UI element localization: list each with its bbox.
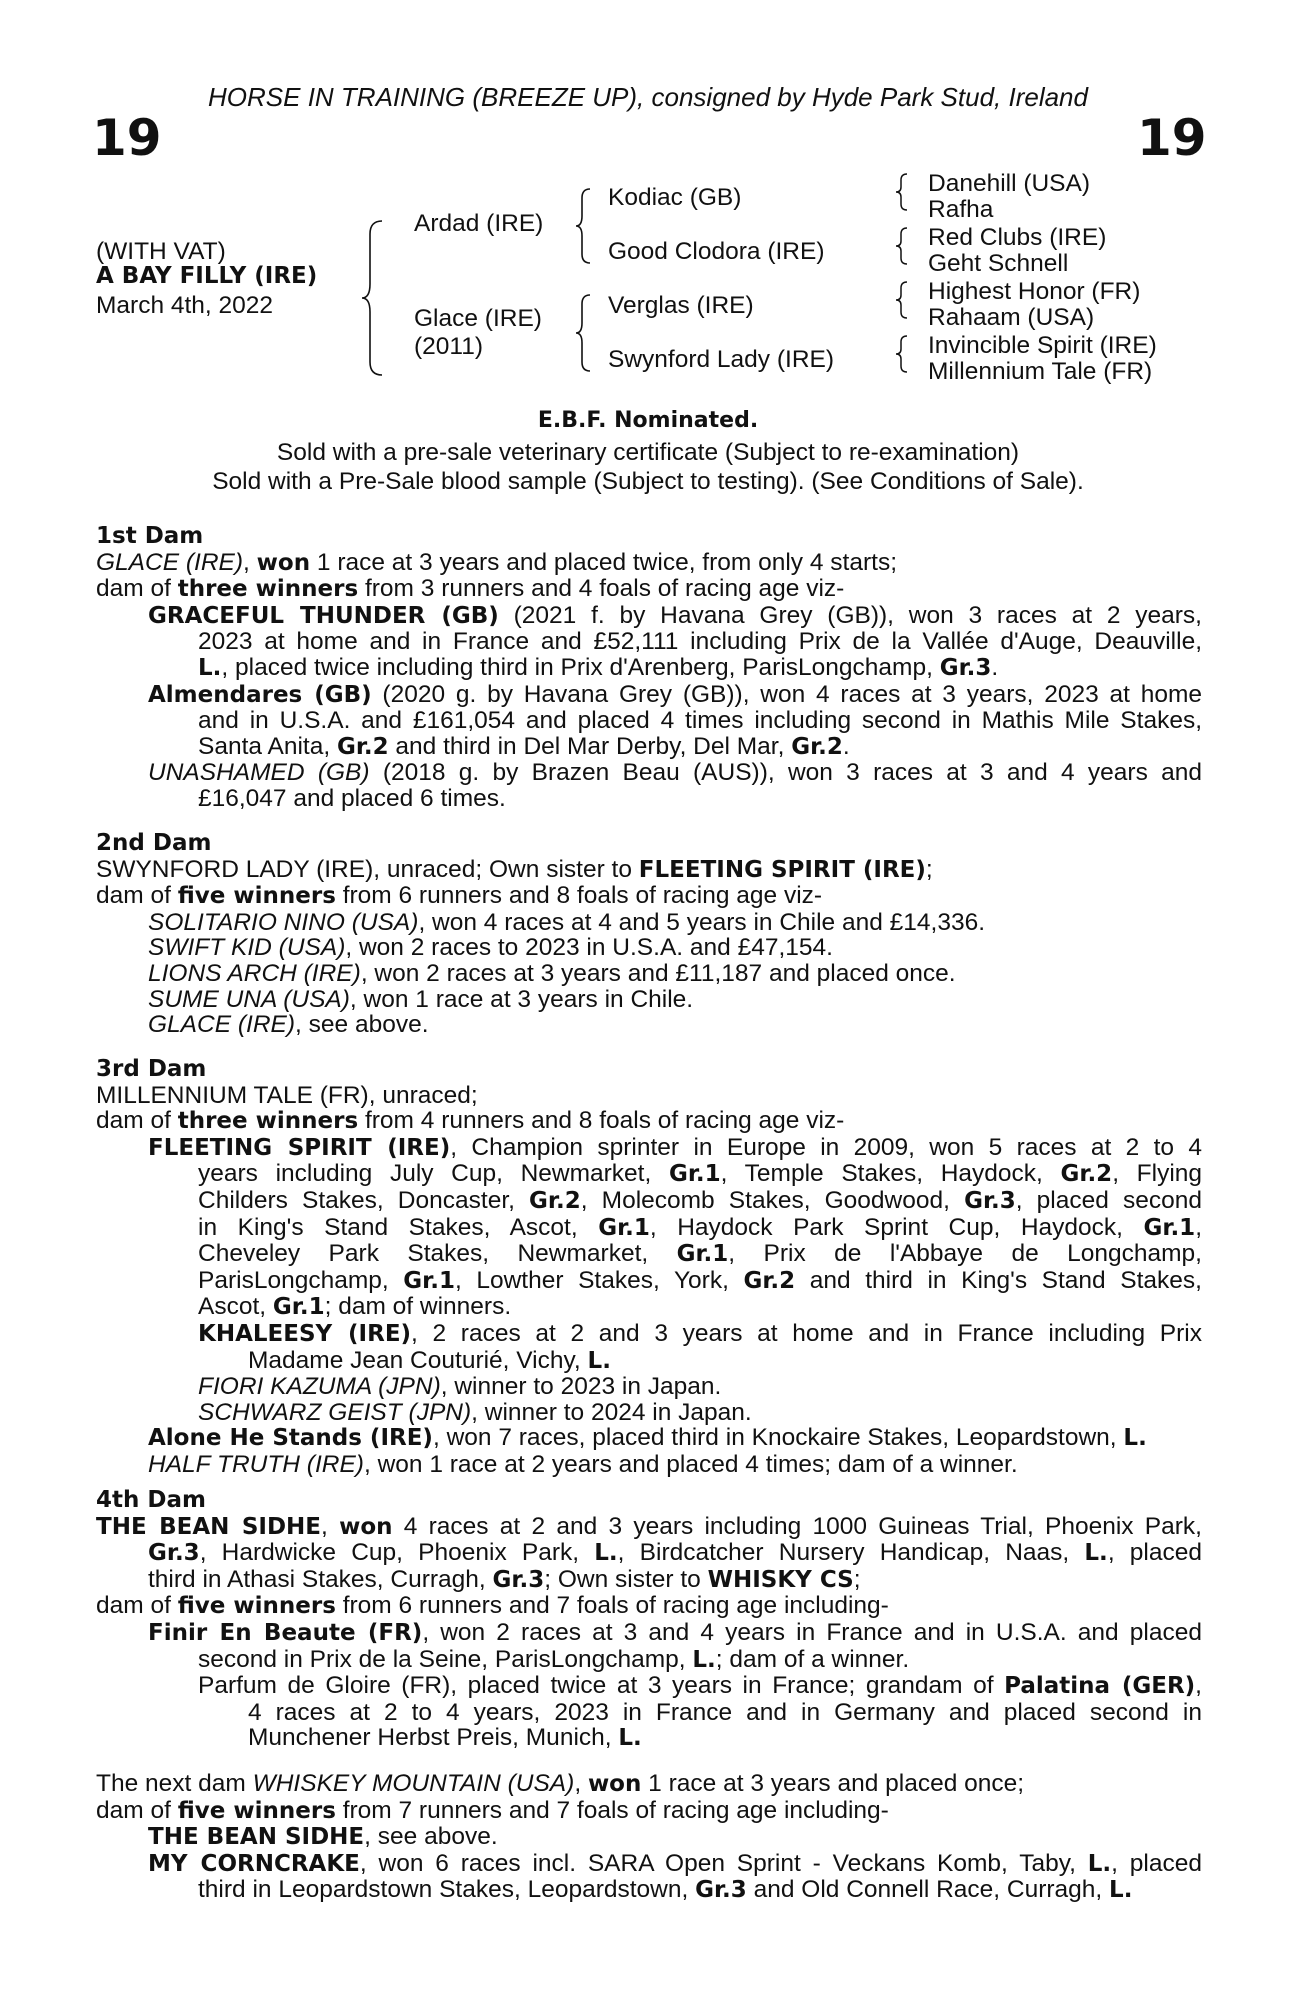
text: Gr.2	[336, 733, 389, 760]
vet-certificate-note: Sold with a pre-sale veterinary certificate (Subject to re-examination)	[276, 439, 1020, 466]
text: Gr.3	[964, 1187, 1016, 1214]
pedigree-dam-sire: Verglas (IRE)	[608, 292, 754, 319]
pedigree-brace-dam	[574, 292, 596, 374]
text: , won 2 races to 2023 in U.S.A. and £47,154.	[345, 934, 833, 962]
text: , 2 races at 2 and 3 years at home and in France including Prix	[411, 1319, 1202, 1347]
text: L.	[618, 1725, 642, 1752]
text: ,	[574, 1770, 588, 1797]
first-dam-section	[96, 524, 1202, 812]
text: dam of	[96, 1796, 178, 1824]
text: won	[339, 1513, 393, 1540]
text: 4 races at 2 and 3 years including 1000 Guineas Trial, Phoenix Park,	[392, 1512, 1202, 1540]
produce-name: HALF TRUTH (IRE)	[148, 1450, 364, 1478]
text: , Haydock Park Sprint Cup, Haydock,	[649, 1213, 1144, 1241]
pedigree-ancestor-4: Geht Schnell	[928, 250, 1069, 277]
text: won	[587, 1771, 642, 1797]
text: third in Athasi Stakes, Curragh,	[148, 1565, 493, 1593]
text: L.	[587, 1347, 611, 1374]
lot-number-right: 19	[1137, 109, 1207, 167]
text: , Molecomb Stakes, Goodwood,	[580, 1186, 965, 1214]
text: second in Prix de la Seine, ParisLongchamp,	[198, 1645, 693, 1673]
pedigree-dam: Glace (IRE)	[414, 305, 542, 332]
text: FLEETING SPIRIT (IRE)	[638, 856, 926, 883]
text: (2020 g. by Havana Grey (GB)), won 4 races at 3 years, 2023 at home	[371, 680, 1202, 708]
text: Gr.1	[403, 1267, 455, 1294]
text: five winners	[177, 883, 336, 910]
text: years including July Cup, Newmarket,	[198, 1160, 669, 1188]
text: Gr.2	[529, 1187, 581, 1214]
produce-name: Finir En Beaute (FR)	[148, 1619, 423, 1646]
text: in King's Stand Stakes, Ascot,	[198, 1213, 599, 1241]
text: WHISKY CS	[707, 1566, 854, 1593]
text: , see above.	[364, 1823, 498, 1851]
text: L.	[198, 654, 222, 681]
text: Gr.1	[1143, 1214, 1196, 1241]
text: Cheveley Park Stakes, Newmarket,	[198, 1240, 677, 1268]
foaling-date: March 4th, 2022	[96, 292, 274, 319]
next-dam-section	[96, 1771, 1202, 1904]
text: , winner to 2023 in Japan.	[440, 1373, 722, 1401]
text: L.	[1087, 1850, 1112, 1877]
text: , winner to 2024 in Japan.	[471, 1398, 752, 1426]
text: Gr.1	[668, 1161, 721, 1188]
produce-name: SWIFT KID (USA)	[148, 934, 346, 962]
text: , Prix de l'Abbaye de Longchamp,	[728, 1240, 1202, 1268]
produce-name: GLACE (IRE)	[148, 1011, 296, 1039]
pedigree-ancestor-5: Highest Honor (FR)	[928, 278, 1141, 305]
section-heading: 3rd Dam	[96, 1056, 207, 1082]
text: , see above.	[295, 1011, 429, 1039]
text: ;	[925, 855, 933, 883]
pedigree-brace-g1	[894, 172, 912, 212]
text: five winners	[177, 1797, 336, 1824]
text: , Birdcatcher Nursery Handicap, Naas,	[617, 1539, 1085, 1567]
produce-name: SOLITARIO NINO (USA)	[148, 908, 419, 936]
text: , Champion sprinter in Europe in 2009, won 5 races at 2 to 4	[450, 1133, 1202, 1161]
produce-name: UNASHAMED (GB)	[148, 759, 370, 787]
second-dam-section	[96, 831, 1202, 1038]
text: , won 6 races incl. SARA Open Sprint - Veckans Komb, Taby,	[359, 1849, 1088, 1877]
text: and third in King's Stand Stakes,	[795, 1266, 1202, 1294]
produce-name: MY CORNCRAKE	[148, 1850, 360, 1877]
text: 1 race at 3 years and placed once;	[641, 1770, 1025, 1797]
text: three winners	[177, 1108, 359, 1135]
text: third in Leopardstown Stakes, Leopardstown,	[198, 1876, 696, 1904]
pedigree-brace-g2	[894, 226, 912, 266]
text: , placed second	[1015, 1186, 1202, 1214]
third-dam-section	[96, 1057, 1202, 1478]
pedigree-sire: Ardad (IRE)	[414, 210, 544, 237]
pedigree-dam-dam: Swynford Lady (IRE)	[608, 346, 835, 373]
text: three winners	[177, 576, 359, 603]
text: ParisLongchamp,	[198, 1266, 404, 1294]
text: MILLENNIUM TALE (FR), unraced;	[96, 1081, 478, 1109]
text: dam of	[96, 882, 178, 910]
text: dam of	[96, 1107, 178, 1135]
text: ,	[243, 548, 257, 576]
text: , won 1 race at 3 years in Chile.	[349, 985, 694, 1013]
pedigree-brace-g4	[894, 334, 912, 374]
text: L.	[1109, 1877, 1133, 1904]
text: , Hardwicke Cup, Phoenix Park,	[199, 1539, 595, 1567]
pedigree-brace-sire	[574, 186, 596, 266]
text: L.	[594, 1540, 618, 1567]
text: Gr.1	[676, 1241, 729, 1268]
text: 4 races at 2 to 4 years, 2023 in France and in Germany and placed second in	[248, 1698, 1202, 1726]
produce-name: SCHWARZ GEIST (JPN)	[198, 1398, 472, 1426]
pedigree-ancestor-2: Rafha	[928, 196, 994, 223]
pedigree-sire-sire: Kodiac (GB)	[608, 184, 742, 211]
text: .	[991, 653, 999, 681]
produce-name: THE BEAN SIDHE	[148, 1824, 365, 1851]
text: ,	[1195, 1213, 1202, 1241]
text: dam of	[96, 575, 178, 603]
lot-number-left: 19	[92, 109, 162, 167]
text: ; dam of a winner.	[715, 1645, 910, 1673]
text: , Flying	[1112, 1160, 1203, 1188]
produce-name: FLEETING SPIRIT (IRE)	[148, 1134, 451, 1161]
text: Gr.1	[272, 1294, 325, 1321]
text: Gr.2	[1060, 1161, 1113, 1188]
pedigree-sire-dam: Good Clodora (IRE)	[608, 238, 825, 265]
text: Gr.3	[492, 1566, 545, 1593]
pedigree-brace-main	[360, 218, 390, 378]
section-heading: 2nd Dam	[96, 830, 212, 856]
text: won	[256, 549, 311, 576]
text: , Temple Stakes, Haydock,	[720, 1160, 1061, 1188]
text: Gr.2	[791, 733, 843, 760]
text: , won 1 race at 2 years and placed 4 times; dam of a winner.	[363, 1450, 1018, 1478]
text: and Old Connell Race, Curragh,	[746, 1876, 1110, 1904]
pedigree-ancestor-3: Red Clubs (IRE)	[928, 224, 1107, 251]
text: .	[842, 732, 850, 760]
pedigree-ancestor-7: Invincible Spirit (IRE)	[928, 332, 1157, 359]
text: , won 2 races at 3 and 4 years in France and in U.S.A. and placed	[422, 1618, 1202, 1646]
text: Ascot,	[198, 1293, 273, 1321]
text: ; Own sister to	[544, 1565, 708, 1593]
text: , placed	[1107, 1539, 1203, 1567]
text: Santa Anita,	[198, 732, 337, 760]
text: from 7 runners and 7 foals of racing age including-	[335, 1796, 889, 1824]
text: , Lowther Stakes, York,	[454, 1266, 744, 1294]
text: SWYNFORD LADY (IRE), unraced; Own sister to	[96, 855, 639, 883]
produce-name: SUME UNA (USA)	[148, 985, 350, 1013]
text: ; dam of winners.	[324, 1293, 512, 1321]
text: ,	[1195, 1672, 1202, 1700]
text: , won 4 races at 4 and 5 years in Chile and £14,336.	[418, 908, 986, 936]
text: from 4 runners and 8 foals of racing age viz-	[358, 1107, 845, 1135]
text: Munchener Herbst Preis, Munich,	[248, 1724, 619, 1752]
text: from 6 runners and 8 foals of racing age viz-	[335, 882, 823, 910]
produce-name: Alone He Stands (IRE)	[148, 1425, 433, 1452]
text: , won 2 races at 3 years and £11,187 and placed once.	[360, 959, 956, 987]
fourth-dam-section	[96, 1488, 1202, 1752]
text: Gr.3	[148, 1540, 200, 1567]
text: The next dam	[96, 1770, 253, 1797]
text: L.	[692, 1646, 716, 1673]
text: Gr.3	[939, 654, 992, 681]
produce-name: FIORI KAZUMA (JPN)	[198, 1373, 441, 1401]
blood-sample-note: Sold with a Pre-Sale blood sample (Subject to testing). (See Conditions of Sale).	[212, 468, 1084, 495]
text: L.	[1123, 1425, 1147, 1452]
text: Gr.3	[695, 1877, 747, 1904]
text: and third in Del Mar Derby, Del Mar,	[388, 732, 792, 760]
text: dam of	[96, 1592, 178, 1620]
text: (2018 g. by Brazen Beau (AUS)), won 3 races at 3 and 4 years and	[369, 759, 1202, 787]
text: L.	[1084, 1540, 1108, 1567]
text: Parfum de Gloire (FR), placed twice at 3 years in France; grandam of	[198, 1672, 1005, 1700]
text: 2023 at home and in France and £52,111 including Prix de la Vallée d'Auge, Deauville,	[198, 628, 1202, 656]
text: , won 7 races, placed third in Knockaire Stakes, Leopardstown,	[432, 1424, 1124, 1452]
text: Gr.2	[743, 1267, 796, 1294]
text: ;	[853, 1565, 861, 1593]
produce-name: GRACEFUL THUNDER (GB)	[148, 602, 499, 629]
text: and in U.S.A. and £161,054 and placed 4 times including second in Mathis Mile Stakes,	[198, 707, 1202, 735]
text: Palatina (GER)	[1004, 1673, 1196, 1700]
section-heading: 1st Dam	[96, 523, 204, 549]
produce-name: KHALEESY (IRE)	[198, 1320, 412, 1347]
ebf-nominated: E.B.F. Nominated.	[537, 408, 759, 433]
section-heading: 4th Dam	[96, 1487, 206, 1513]
text: , placed twice including third in Prix d'Arenberg, ParisLongchamp,	[221, 653, 940, 681]
text: five winners	[177, 1593, 336, 1620]
text: (2021 f. by Havana Grey (GB)), won 3 races at 2 years,	[498, 601, 1202, 629]
text: 1 race at 3 years and placed twice, from only 4 starts;	[310, 548, 898, 576]
pedigree-dam-year: (2011)	[414, 333, 484, 360]
text: ,	[321, 1512, 340, 1540]
pedigree-ancestor-1: Danehill (USA)	[928, 170, 1091, 197]
vat-note: (WITH VAT)	[96, 238, 226, 265]
pedigree-brace-g3	[894, 280, 912, 320]
page-header-title: HORSE IN TRAINING (BREEZE UP), consigned by Hyde Park Stud, Ireland	[208, 82, 1088, 112]
pedigree-ancestor-8: Millennium Tale (FR)	[928, 358, 1153, 385]
text: Gr.1	[598, 1214, 650, 1241]
text: from 6 runners and 7 foals of racing age including-	[335, 1592, 889, 1620]
text: £16,047 and placed 6 times.	[198, 784, 506, 812]
text: Madame Jean Couturié, Vichy,	[248, 1346, 588, 1374]
lot-subject-name: A BAY FILLY (IRE)	[96, 263, 318, 289]
text: Childers Stakes, Doncaster,	[198, 1186, 530, 1214]
pedigree-ancestor-6: Rahaam (USA)	[928, 304, 1095, 331]
text: , placed	[1111, 1849, 1202, 1877]
produce-name: LIONS ARCH (IRE)	[148, 959, 361, 987]
text: from 3 runners and 4 foals of racing age viz-	[358, 575, 845, 603]
dam-name: GLACE (IRE)	[96, 548, 244, 576]
dam-name: WHISKEY MOUNTAIN (USA)	[252, 1770, 575, 1797]
dam-name: THE BEAN SIDHE	[96, 1513, 322, 1540]
produce-name: Almendares (GB)	[148, 681, 372, 708]
